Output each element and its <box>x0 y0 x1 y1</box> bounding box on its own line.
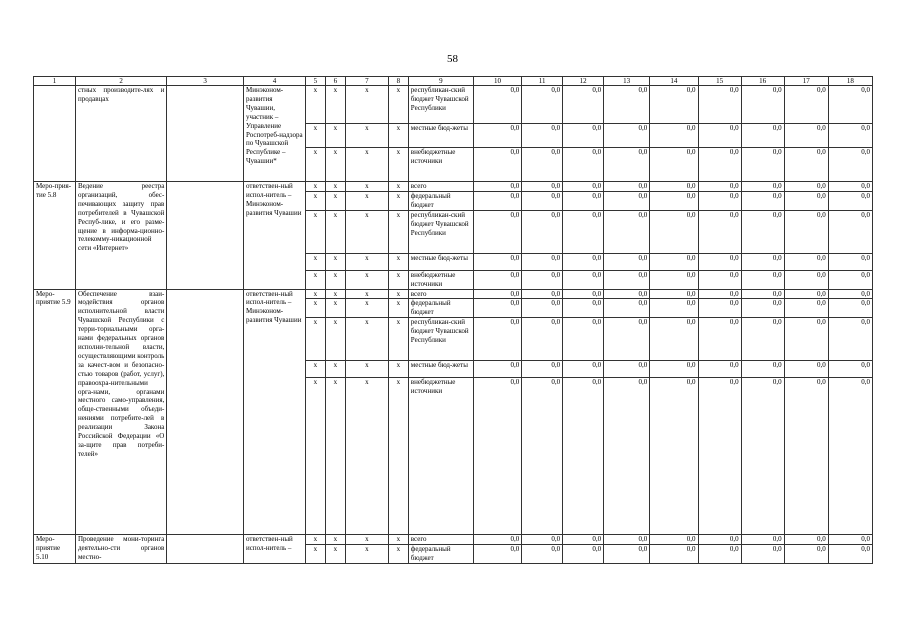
column-number-2: 2 <box>76 77 167 86</box>
amount-cell: 0,0 <box>563 124 604 148</box>
budget-code-cell: x <box>345 148 388 182</box>
amount-cell: 0,0 <box>604 289 650 299</box>
amount-cell: 0,0 <box>522 361 563 378</box>
budget-code-cell: x <box>388 253 408 270</box>
measure-number: Меро-приятие 5.9 <box>34 289 76 535</box>
amount-cell: 0,0 <box>784 318 828 361</box>
amount-cell: 0,0 <box>563 318 604 361</box>
budget-code-cell: x <box>305 545 325 564</box>
empty-cell <box>167 86 244 182</box>
responsible-executor: ответствен-ный испол-нитель – Минэконом-развития Чувашии <box>243 289 305 535</box>
budget-code-cell: x <box>305 124 325 148</box>
funding-source: республикан-ский бюджет Чувашской Республики <box>408 318 473 361</box>
amount-cell: 0,0 <box>604 182 650 192</box>
amount-cell: 0,0 <box>604 270 650 289</box>
amount-cell: 0,0 <box>828 289 872 299</box>
amount-cell: 0,0 <box>522 535 563 545</box>
amount-cell: 0,0 <box>563 378 604 535</box>
budget-code-cell: x <box>345 545 388 564</box>
amount-cell: 0,0 <box>828 318 872 361</box>
amount-cell: 0,0 <box>563 289 604 299</box>
funding-source: республикан-ский бюджет Чувашской Республики <box>408 210 473 253</box>
amount-cell: 0,0 <box>828 299 872 318</box>
budget-code-cell: x <box>345 299 388 318</box>
amount-cell: 0,0 <box>784 86 828 124</box>
budget-code-cell: x <box>325 182 345 192</box>
amount-cell: 0,0 <box>784 361 828 378</box>
amount-cell: 0,0 <box>741 361 784 378</box>
amount-cell: 0,0 <box>784 191 828 210</box>
amount-cell: 0,0 <box>563 191 604 210</box>
budget-code-cell: x <box>388 318 408 361</box>
amount-cell: 0,0 <box>698 148 741 182</box>
budget-code-cell: x <box>305 378 325 535</box>
amount-cell: 0,0 <box>604 210 650 253</box>
responsible-executor: ответствен-ный испол-нитель – Минэконом-развития Чувашии <box>243 182 305 290</box>
amount-cell: 0,0 <box>698 361 741 378</box>
budget-code-cell: x <box>305 191 325 210</box>
column-number-14: 14 <box>650 77 698 86</box>
budget-code-cell: x <box>305 289 325 299</box>
amount-cell: 0,0 <box>828 191 872 210</box>
budget-code-cell: x <box>345 270 388 289</box>
amount-cell: 0,0 <box>563 253 604 270</box>
budget-code-cell: x <box>325 299 345 318</box>
budget-code-cell: x <box>345 86 388 124</box>
amount-cell: 0,0 <box>650 182 698 192</box>
measure-description: Проведение мони-торинга деятельно-сти органов местно- <box>76 535 167 564</box>
amount-cell: 0,0 <box>784 545 828 564</box>
column-number-3: 3 <box>167 77 244 86</box>
column-number-10: 10 <box>473 77 521 86</box>
amount-cell: 0,0 <box>522 289 563 299</box>
amount-cell: 0,0 <box>473 270 521 289</box>
amount-cell: 0,0 <box>784 210 828 253</box>
amount-cell: 0,0 <box>741 318 784 361</box>
measure-number: Меро-прия-тие 5.8 <box>34 182 76 290</box>
empty-cell <box>167 535 244 564</box>
amount-cell: 0,0 <box>522 545 563 564</box>
amount-cell: 0,0 <box>741 378 784 535</box>
amount-cell: 0,0 <box>563 182 604 192</box>
budget-code-cell: x <box>345 124 388 148</box>
column-number-6: 6 <box>325 77 345 86</box>
amount-cell: 0,0 <box>522 318 563 361</box>
funding-source: внебюджетные источники <box>408 378 473 535</box>
amount-cell: 0,0 <box>650 289 698 299</box>
amount-cell: 0,0 <box>741 124 784 148</box>
funding-source: федеральный бюджет <box>408 299 473 318</box>
table-row <box>34 535 873 545</box>
amount-cell: 0,0 <box>563 361 604 378</box>
amount-cell: 0,0 <box>650 86 698 124</box>
measure-description: Ведение реестра организаций, обес-печивающих защиту прав потребителей в Чувашской Респуб-лике, и его разме-щение в информа-ционно-телекомму-никационной сети «Интернет» <box>76 182 167 290</box>
amount-cell: 0,0 <box>650 361 698 378</box>
amount-cell: 0,0 <box>473 191 521 210</box>
amount-cell: 0,0 <box>522 299 563 318</box>
amount-cell: 0,0 <box>698 86 741 124</box>
amount-cell: 0,0 <box>698 535 741 545</box>
amount-cell: 0,0 <box>604 361 650 378</box>
budget-code-cell: x <box>325 148 345 182</box>
column-number-7: 7 <box>345 77 388 86</box>
funding-source: всего <box>408 289 473 299</box>
amount-cell: 0,0 <box>828 253 872 270</box>
amount-cell: 0,0 <box>828 86 872 124</box>
amount-cell: 0,0 <box>604 535 650 545</box>
budget-code-cell: x <box>345 253 388 270</box>
table-row <box>34 289 873 299</box>
budget-code-cell: x <box>388 270 408 289</box>
amount-cell: 0,0 <box>828 535 872 545</box>
amount-cell: 0,0 <box>473 210 521 253</box>
budget-code-cell: x <box>325 253 345 270</box>
budget-code-cell: x <box>388 545 408 564</box>
amount-cell: 0,0 <box>741 253 784 270</box>
amount-cell: 0,0 <box>473 545 521 564</box>
amount-cell: 0,0 <box>650 210 698 253</box>
amount-cell: 0,0 <box>604 299 650 318</box>
budget-code-cell: x <box>345 535 388 545</box>
funding-source: всего <box>408 182 473 192</box>
budget-code-cell: x <box>325 318 345 361</box>
amount-cell: 0,0 <box>741 148 784 182</box>
amount-cell: 0,0 <box>741 270 784 289</box>
amount-cell: 0,0 <box>698 270 741 289</box>
funding-source: местные бюд-жеты <box>408 253 473 270</box>
amount-cell: 0,0 <box>604 545 650 564</box>
funding-source: местные бюд-жеты <box>408 361 473 378</box>
amount-cell: 0,0 <box>828 361 872 378</box>
budget-code-cell: x <box>388 148 408 182</box>
amount-cell: 0,0 <box>650 270 698 289</box>
amount-cell: 0,0 <box>473 253 521 270</box>
column-number-12: 12 <box>563 77 604 86</box>
empty-cell <box>167 289 244 535</box>
budget-code-cell: x <box>305 210 325 253</box>
amount-cell: 0,0 <box>741 299 784 318</box>
amount-cell: 0,0 <box>522 210 563 253</box>
amount-cell: 0,0 <box>522 378 563 535</box>
budget-code-cell: x <box>388 535 408 545</box>
amount-cell: 0,0 <box>784 124 828 148</box>
amount-cell: 0,0 <box>650 253 698 270</box>
column-number-16: 16 <box>741 77 784 86</box>
amount-cell: 0,0 <box>522 86 563 124</box>
column-number-1: 1 <box>34 77 76 86</box>
amount-cell: 0,0 <box>563 545 604 564</box>
amount-cell: 0,0 <box>522 148 563 182</box>
amount-cell: 0,0 <box>563 86 604 124</box>
amount-cell: 0,0 <box>563 270 604 289</box>
amount-cell: 0,0 <box>698 124 741 148</box>
page-number: 58 <box>447 53 458 65</box>
amount-cell: 0,0 <box>604 86 650 124</box>
funding-source: всего <box>408 535 473 545</box>
amount-cell: 0,0 <box>698 378 741 535</box>
column-number-15: 15 <box>698 77 741 86</box>
amount-cell: 0,0 <box>604 191 650 210</box>
budget-code-cell: x <box>388 210 408 253</box>
program-table <box>33 76 873 564</box>
budget-code-cell: x <box>325 124 345 148</box>
budget-code-cell: x <box>345 191 388 210</box>
amount-cell: 0,0 <box>522 270 563 289</box>
table-body <box>34 77 873 564</box>
empty-cell <box>167 182 244 290</box>
amount-cell: 0,0 <box>741 535 784 545</box>
column-number-13: 13 <box>604 77 650 86</box>
amount-cell: 0,0 <box>828 270 872 289</box>
amount-cell: 0,0 <box>473 124 521 148</box>
budget-code-cell: x <box>388 124 408 148</box>
funding-source: внебюджетные источники <box>408 270 473 289</box>
amount-cell: 0,0 <box>698 210 741 253</box>
budget-code-cell: x <box>345 289 388 299</box>
budget-code-cell: x <box>345 210 388 253</box>
amount-cell: 0,0 <box>650 545 698 564</box>
amount-cell: 0,0 <box>828 182 872 192</box>
amount-cell: 0,0 <box>650 124 698 148</box>
amount-cell: 0,0 <box>698 191 741 210</box>
amount-cell: 0,0 <box>650 191 698 210</box>
measure-description: Обеспечение взаи-модействия органов исполнительной власти Чувашской Республики с терри-ториальными орга-нами федеральных органов исполни-тельной власти, осуществляющими контроль за качест-вом и безопасно-стью товаров (работ, услуг), правоохра-нительными орга-нами, органами местного само-управления, обще-ственными объеди-нениями потребите-лей в реализации Закона Российской Федерации «О за-щите прав потреби-телей» <box>76 289 167 535</box>
amount-cell: 0,0 <box>563 148 604 182</box>
budget-code-cell: x <box>305 299 325 318</box>
amount-cell: 0,0 <box>741 289 784 299</box>
budget-code-cell: x <box>388 86 408 124</box>
measure-description: стных производите-лях и продавцах <box>76 86 167 182</box>
amount-cell: 0,0 <box>563 535 604 545</box>
responsible-executor: ответствен-ный испол-нитель – <box>243 535 305 564</box>
amount-cell: 0,0 <box>522 253 563 270</box>
amount-cell: 0,0 <box>828 148 872 182</box>
measure-number: Меро-приятие 5.10 <box>34 535 76 564</box>
budget-code-cell: x <box>305 182 325 192</box>
amount-cell: 0,0 <box>784 289 828 299</box>
amount-cell: 0,0 <box>698 318 741 361</box>
amount-cell: 0,0 <box>473 148 521 182</box>
budget-code-cell: x <box>325 545 345 564</box>
responsible-executor: Минэконом-развития Чувашии, участник – Управление Роспотреб-надзора по Чувашской Республике – Чувашии* <box>243 86 305 182</box>
column-number-9: 9 <box>408 77 473 86</box>
amount-cell: 0,0 <box>784 270 828 289</box>
budget-code-cell: x <box>305 535 325 545</box>
budget-code-cell: x <box>388 191 408 210</box>
amount-cell: 0,0 <box>473 289 521 299</box>
funding-source: внебюджетные источники <box>408 148 473 182</box>
budget-code-cell: x <box>388 299 408 318</box>
budget-code-cell: x <box>305 253 325 270</box>
amount-cell: 0,0 <box>604 148 650 182</box>
budget-code-cell: x <box>325 191 345 210</box>
column-number-5: 5 <box>305 77 325 86</box>
amount-cell: 0,0 <box>522 124 563 148</box>
amount-cell: 0,0 <box>563 210 604 253</box>
table-row <box>34 86 873 124</box>
amount-cell: 0,0 <box>784 253 828 270</box>
amount-cell: 0,0 <box>784 378 828 535</box>
column-number-17: 17 <box>784 77 828 86</box>
budget-code-cell: x <box>388 361 408 378</box>
budget-code-cell: x <box>388 289 408 299</box>
amount-cell: 0,0 <box>828 378 872 535</box>
column-number-18: 18 <box>828 77 872 86</box>
budget-code-cell: x <box>325 86 345 124</box>
amount-cell: 0,0 <box>784 148 828 182</box>
budget-code-cell: x <box>305 86 325 124</box>
amount-cell: 0,0 <box>473 361 521 378</box>
amount-cell: 0,0 <box>604 318 650 361</box>
budget-code-cell: x <box>325 361 345 378</box>
amount-cell: 0,0 <box>473 378 521 535</box>
budget-code-cell: x <box>305 148 325 182</box>
amount-cell: 0,0 <box>522 191 563 210</box>
amount-cell: 0,0 <box>473 182 521 192</box>
budget-code-cell: x <box>388 182 408 192</box>
amount-cell: 0,0 <box>828 545 872 564</box>
amount-cell: 0,0 <box>698 182 741 192</box>
amount-cell: 0,0 <box>698 299 741 318</box>
amount-cell: 0,0 <box>650 299 698 318</box>
funding-source: республикан-ский бюджет Чувашской Республики <box>408 86 473 124</box>
amount-cell: 0,0 <box>604 253 650 270</box>
amount-cell: 0,0 <box>784 299 828 318</box>
amount-cell: 0,0 <box>741 182 784 192</box>
amount-cell: 0,0 <box>604 378 650 535</box>
amount-cell: 0,0 <box>698 545 741 564</box>
amount-cell: 0,0 <box>784 535 828 545</box>
amount-cell: 0,0 <box>563 299 604 318</box>
budget-code-cell: x <box>305 318 325 361</box>
budget-code-cell: x <box>345 361 388 378</box>
budget-code-cell: x <box>345 378 388 535</box>
budget-code-cell: x <box>325 535 345 545</box>
budget-code-cell: x <box>345 318 388 361</box>
budget-code-cell: x <box>325 378 345 535</box>
budget-code-cell: x <box>325 210 345 253</box>
budget-code-cell: x <box>345 182 388 192</box>
budget-code-cell: x <box>325 289 345 299</box>
amount-cell: 0,0 <box>650 378 698 535</box>
measure-number-empty <box>34 86 76 182</box>
funding-source: федеральный бюджет <box>408 545 473 564</box>
funding-source: федеральный бюджет <box>408 191 473 210</box>
amount-cell: 0,0 <box>650 318 698 361</box>
amount-cell: 0,0 <box>828 210 872 253</box>
amount-cell: 0,0 <box>741 86 784 124</box>
amount-cell: 0,0 <box>741 210 784 253</box>
amount-cell: 0,0 <box>698 289 741 299</box>
amount-cell: 0,0 <box>473 86 521 124</box>
funding-source: местные бюд-жеты <box>408 124 473 148</box>
amount-cell: 0,0 <box>473 318 521 361</box>
amount-cell: 0,0 <box>741 191 784 210</box>
amount-cell: 0,0 <box>650 535 698 545</box>
amount-cell: 0,0 <box>698 253 741 270</box>
amount-cell: 0,0 <box>828 124 872 148</box>
table-row <box>34 182 873 192</box>
column-number-4: 4 <box>243 77 305 86</box>
header-row <box>34 77 873 86</box>
amount-cell: 0,0 <box>784 182 828 192</box>
amount-cell: 0,0 <box>473 535 521 545</box>
budget-code-cell: x <box>325 270 345 289</box>
amount-cell: 0,0 <box>473 299 521 318</box>
budget-code-cell: x <box>305 361 325 378</box>
column-number-11: 11 <box>522 77 563 86</box>
budget-code-cell: x <box>305 270 325 289</box>
amount-cell: 0,0 <box>650 148 698 182</box>
amount-cell: 0,0 <box>522 182 563 192</box>
budget-code-cell: x <box>388 378 408 535</box>
column-number-8: 8 <box>388 77 408 86</box>
amount-cell: 0,0 <box>604 124 650 148</box>
amount-cell: 0,0 <box>741 545 784 564</box>
